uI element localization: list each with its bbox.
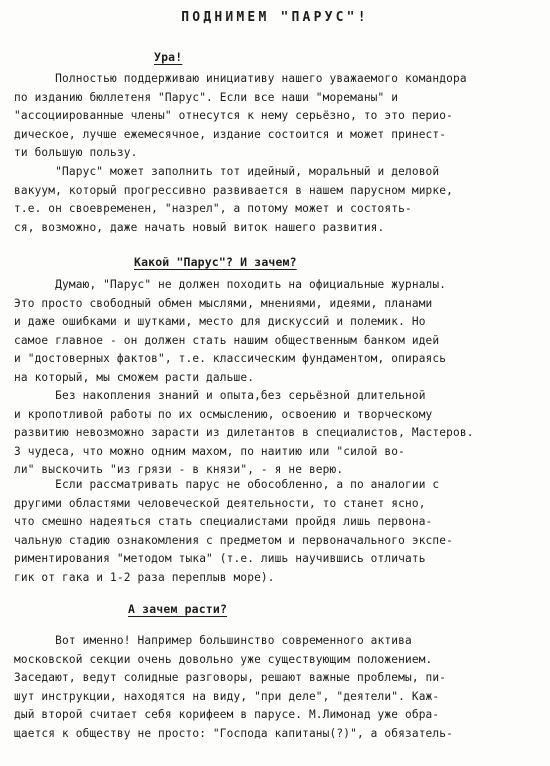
text-line: Заседают, ведут солидные разговоры, решают важные проблемы, пи-: [14, 671, 447, 685]
text-line: ся, возможно, даже начать новый виток нашего развития.: [14, 220, 385, 234]
text-line: Полностью поддерживаю инициативу нашего уважаемого командора: [14, 72, 467, 85]
text-line: Думаю, "Парус" не должен походить на официальные журналы.: [14, 278, 447, 291]
text-line: шут инструкции, находятся на виду, "при деле", "деятели". Каж-: [14, 689, 440, 703]
text-line: другими областями человеческой деятельности, то станет ясно,: [14, 496, 426, 510]
section-heading-kakoy-parus: Какой "Парус"? И зачем?: [134, 255, 297, 269]
text-line: Без накопления знаний и опыта,без серьёзной длительной: [14, 389, 426, 402]
section-heading-zachem-rasti: А зачем расти?: [128, 602, 228, 616]
paragraph: [14, 163, 542, 237]
text-line: риментирования "методом тыка" (т.е. лишь научившись отличать: [14, 552, 426, 566]
text-line: Вот именно! Например большинство современного актива: [14, 634, 412, 647]
text-line: и "достоверных фактов", т.е. классическим фундаментом, опираясь: [14, 352, 447, 366]
section-heading-ura: Ура!: [154, 50, 183, 64]
text-line: по изданию бюллетеня "Парус". Если все наши "мореманы" и: [14, 90, 399, 104]
text-line: вакуум, который прогрессивно развивается в нашем парусном мирке,: [14, 183, 453, 197]
text-line: дый второй считает себя корифеем в парусе. М.Лимонад уже обра-: [14, 708, 440, 722]
text-line: "ассоциированные члены" отнесутся к нему серьёзно, то это перио-: [14, 109, 453, 123]
paragraph: [14, 70, 542, 163]
page-title: ПОДНИМЕМ "ПАРУС"!: [181, 10, 369, 25]
text-line: щается к обществу не просто: "Господа капитаны(?)", а обязатель-: [14, 726, 453, 740]
text-line: самое главное - он должен стать нашим общественным банком идей: [14, 333, 440, 347]
paragraph: [14, 276, 542, 388]
text-line: московской секции очень довольно уже существующим положением.: [14, 652, 433, 666]
text-line: ти большую пользу.: [14, 146, 138, 160]
text-line: т.е. он своевременен, "назрел", а потому может и состоять-: [14, 202, 412, 216]
text-line: чальную стадию ознакомления с предметом и первоначального экспе-: [14, 533, 453, 547]
text-line: З чудеса, что можно одним махом, по наитию или "силой во-: [14, 444, 405, 458]
text-line: "Парус" может заполнить тот идейный, моральный и деловой: [14, 165, 440, 178]
paragraph: [14, 476, 542, 588]
text-line: что смешно надеяться стать специалистами пройдя лишь первона-: [14, 515, 433, 529]
paragraph: [14, 387, 542, 480]
text-line: гик от гака и 1-2 раза переплыв море).: [14, 570, 275, 584]
text-line: Это просто свободный обмен мыслями, мнениями, идеями, планами: [14, 296, 433, 310]
text-line: ли" выскочить "из грязи - в князи", - я не верю.: [14, 463, 344, 477]
text-line: дическое, лучше ежемесячное, издание состоится и может принест-: [14, 127, 447, 141]
paragraph: [14, 632, 542, 744]
text-line: развитию невозможно зарасти из дилетантов в специалистов, Мастеров.: [14, 426, 474, 440]
text-line: Если рассматривать парус не обособленно, а по аналогии с: [14, 478, 440, 491]
text-line: на который, мы сможем расти дальше.: [14, 370, 255, 384]
text-line: и даже ошибками и шутками, место для дискуссий и полемик. Но: [14, 315, 426, 329]
text-line: и кропотливой работы по их осмыслению, освоению и творческому: [14, 407, 433, 421]
